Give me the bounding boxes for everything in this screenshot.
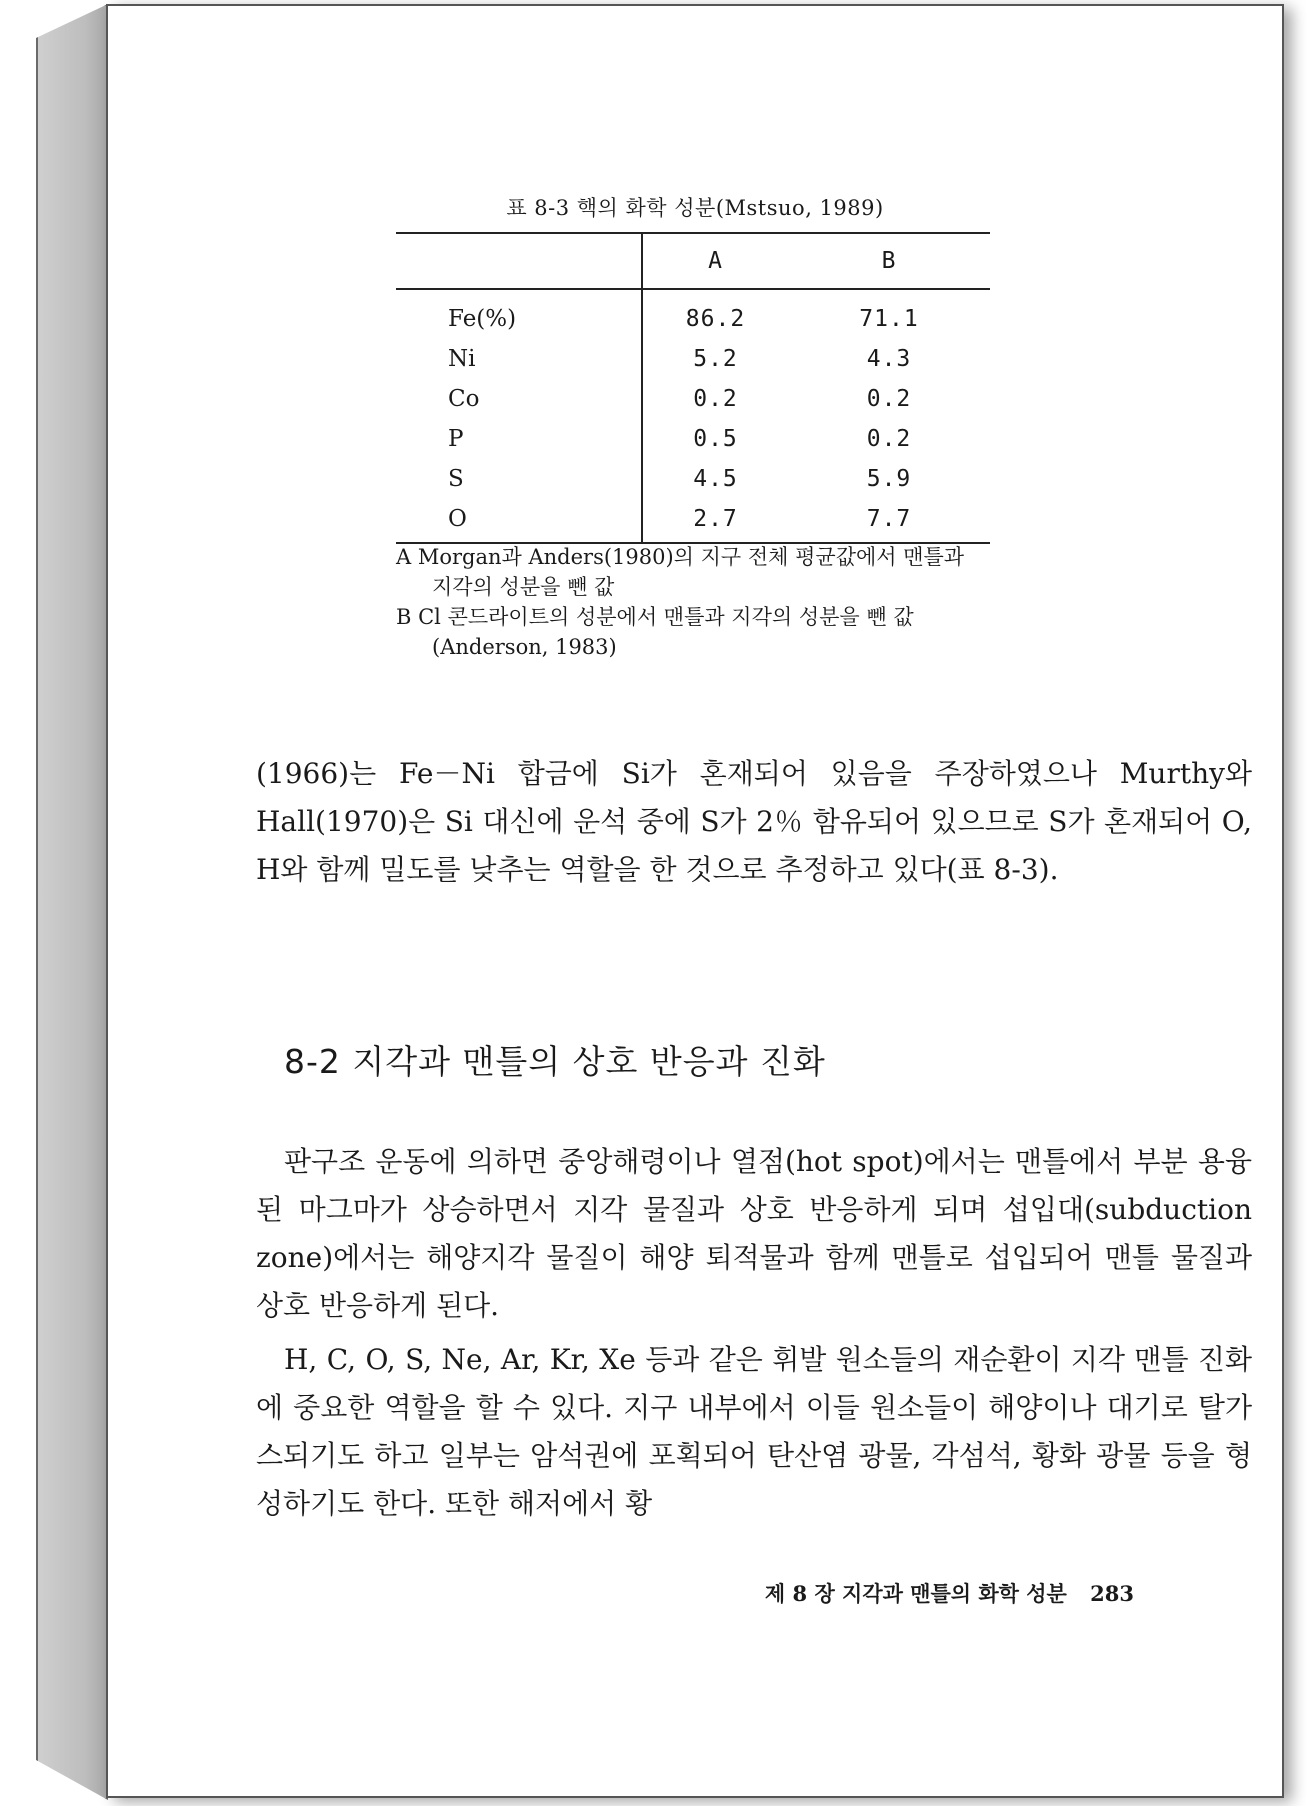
element-name: O xyxy=(396,499,642,543)
value-b: 4.3 xyxy=(866,346,912,372)
table-header-row xyxy=(396,233,990,289)
table-row xyxy=(396,459,990,499)
table-row xyxy=(396,289,990,339)
table-header-empty xyxy=(396,233,642,289)
value-b: 71.1 xyxy=(859,306,919,332)
table-notes xyxy=(396,542,996,662)
book-page xyxy=(106,4,1284,1798)
value-a: 86.2 xyxy=(685,306,746,332)
paragraph-plate-tectonics: 판구조 운동에 의하면 중앙해령이나 열점(hot spot)에서는 맨틀에서 부분 용융된 마그마가 상승하면서 지각 물질과 상호 반응하게 되며 섭입대(subduction zone)에서는 해양지각 물질이 해양 퇴적물과 함께 맨틀로 섭입되어 맨틀 물질과 상호 반응하게 된다. xyxy=(256,1145,1252,1322)
note-a-line2: 지각의 성분을 뺀 값 xyxy=(432,575,615,599)
book-spine xyxy=(36,4,108,1800)
value-b: 5.9 xyxy=(866,466,912,492)
table-header-b: B xyxy=(788,233,990,289)
note-b-line2: (Anderson, 1983) xyxy=(432,635,617,659)
page-number: 283 xyxy=(1090,1581,1134,1606)
page-footer xyxy=(749,1578,1134,1608)
table-row xyxy=(396,339,990,379)
value-a: 4.5 xyxy=(693,466,738,492)
value-b: 0.2 xyxy=(866,386,912,412)
note-b-line1: B Cl 콘드라이트의 성분에서 맨틀과 지각의 성분을 뺀 값 xyxy=(396,605,914,629)
paragraph-volatiles: H, C, O, S, Ne, Ar, Kr, Xe 등과 같은 휘발 원소들의 재순환이 지각 맨틀 진화에 중요한 역할을 할 수 있다. 지구 내부에서 이들 원소들이 해양이나 대기로 탈가스되기도 하고 일부는 암석권에 포획되어 탄산염 광물, 각섬석, 황화 광물 등을 형성하기도 한다. 또한 해저에서 황 xyxy=(256,1343,1252,1520)
section-heading: 8-2 지각과 맨틀의 상호 반응과 진화 xyxy=(284,1042,826,1081)
value-a: 2.7 xyxy=(642,499,788,543)
composition-table xyxy=(396,232,990,544)
value-b: 0.2 xyxy=(866,426,912,452)
table-row xyxy=(396,499,990,543)
value-b: 7.7 xyxy=(788,499,990,543)
element-name: Co xyxy=(396,379,642,419)
element-name: Fe(%) xyxy=(396,289,642,339)
table-row xyxy=(396,379,990,419)
value-a: 5.2 xyxy=(693,346,738,372)
table-header-a: A xyxy=(642,233,788,289)
element-name: S xyxy=(396,459,642,499)
value-a: 0.2 xyxy=(693,386,738,412)
paragraph-murthy: (1966)는 Fe－Ni 합금에 Si가 혼재되어 있음을 주장하였으나 Murthy와 Hall(1970)은 Si 대신에 운석 중에 S가 2％ 함유되어 있으므로 S가 혼재되어 O, H와 함께 밀도를 낮추는 역할을 한 것으로 추정하고 있다(표 8-3). xyxy=(256,757,1252,886)
value-a: 0.5 xyxy=(693,426,738,452)
table-caption: 표 8-3 핵의 화학 성분(Mstsuo, 1989) xyxy=(506,196,884,220)
note-a-line1: A Morgan과 Anders(1980)의 지구 전체 평균값에서 맨틀과 xyxy=(396,545,965,569)
element-name: P xyxy=(396,419,642,459)
table-row xyxy=(396,419,990,459)
element-name: Ni xyxy=(396,339,642,379)
footer-chapter: 제 8 장 지각과 맨틀의 화학 성분 xyxy=(764,1581,1067,1606)
